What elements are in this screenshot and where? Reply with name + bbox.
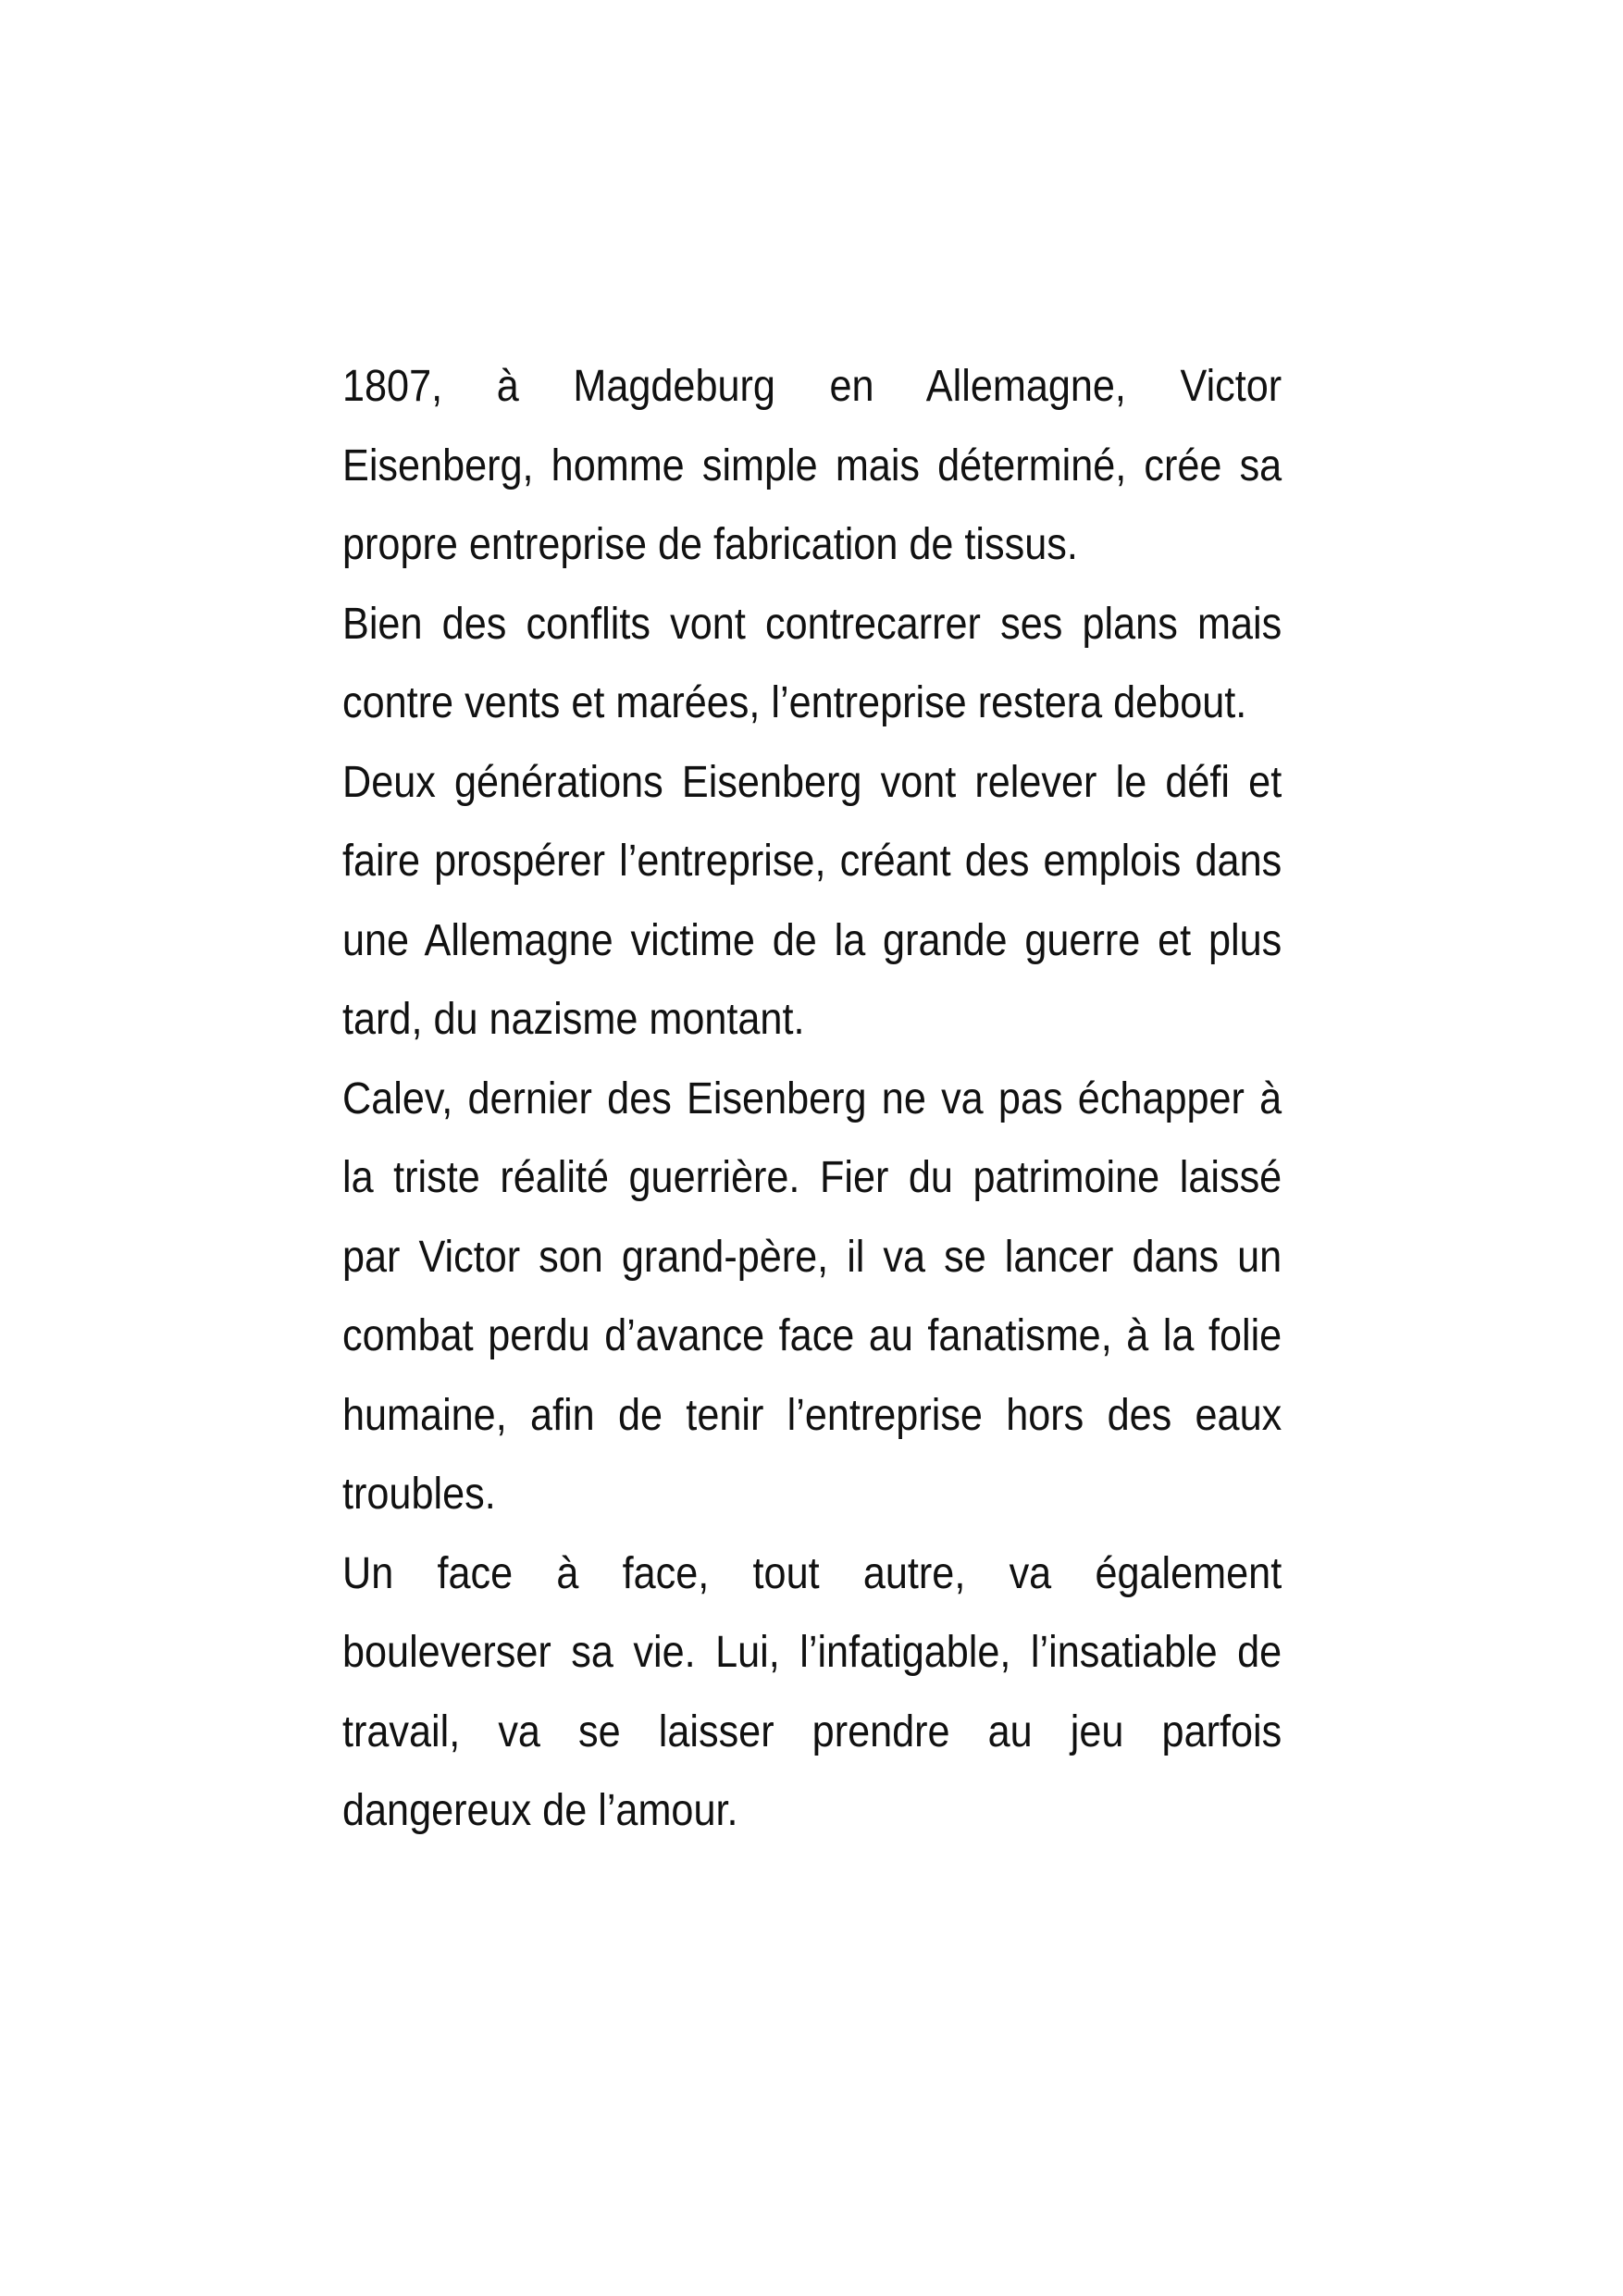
text-line: 1807, à Magdeburg en Allemagne, Victor — [342, 362, 1282, 411]
text-line: Calev, dernier des Eisenberg ne va pas échapper à — [342, 1074, 1282, 1123]
text-line: dangereux de l’amour. — [342, 1786, 738, 1835]
text-line: par Victor son grand-père, il va se lancer dans un — [342, 1232, 1282, 1282]
text-line: travail, va se laisser prendre au jeu parfois — [342, 1706, 1282, 1756]
text-line: propre entreprise de fabrication de tissus. — [342, 520, 1078, 569]
text-line: bouleverser sa vie. Lui, l’infatigable, l’insatiable de — [342, 1628, 1282, 1677]
text-line: contre vents et marées, l’entreprise restera debout. — [342, 678, 1247, 727]
text-line: Bien des conflits vont contrecarrer ses plans mais — [342, 599, 1282, 649]
text-line: tard, du nazisme montant. — [342, 995, 805, 1044]
text-line: Deux générations Eisenberg vont relever le défi et — [342, 757, 1282, 807]
text-line: faire prospérer l’entreprise, créant des emplois dans — [342, 837, 1282, 886]
text-line: Eisenberg, homme simple mais déterminé, crée sa — [342, 441, 1282, 490]
text-line: Un face à face, tout autre, va également — [342, 1548, 1282, 1598]
text-line: humaine, afin de tenir l’entreprise hors des eaux — [342, 1390, 1282, 1440]
text-line: la triste réalité guerrière. Fier du patrimoine laissé — [342, 1153, 1282, 1202]
text-line: une Allemagne victime de la grande guerre et plus — [342, 915, 1282, 965]
text-line: troubles. — [342, 1470, 496, 1519]
text-line: combat perdu d’avance face au fanatisme, à la folie — [342, 1311, 1282, 1360]
body-text — [342, 347, 1282, 1851]
